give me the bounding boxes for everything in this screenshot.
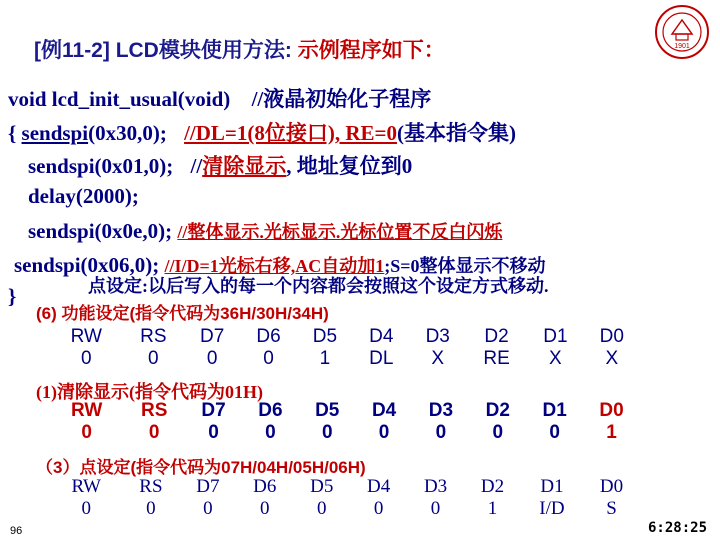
table-cell: 0 (263, 348, 274, 369)
table-cell: 1 (487, 498, 498, 519)
call: sendspi(0x01,0); (28, 154, 174, 178)
table-cell: 0 (549, 422, 560, 443)
table-header-cell: D4 (367, 476, 391, 497)
table-cell: 1 (606, 422, 617, 443)
comment: ;S=0整体显示不移动 (384, 256, 546, 276)
table-entry-mode (50, 476, 640, 520)
section-3-heading: （3）点设定(指令代码为07H/04H/05H/06H) (36, 458, 366, 477)
table-cell: 0 (265, 422, 276, 443)
table-value-row (50, 348, 640, 370)
table-cell: 0 (260, 498, 270, 519)
table-header-cell: D5 (310, 476, 334, 497)
section-6-heading: (6) 功能设定(指令代码为36H/30H/34H) (36, 304, 329, 323)
table-header-cell: D3 (428, 400, 454, 421)
title-highlight: 示例程序如下： (297, 39, 445, 62)
call: sendspi(0x0e,0); (28, 219, 173, 243)
table-cell: 0 (373, 498, 384, 519)
university-logo (654, 4, 710, 60)
table-cell: DL (369, 348, 394, 369)
table-header-row (50, 326, 640, 348)
table-header-cell: RS (139, 476, 163, 497)
table-header-cell: D0 (599, 476, 624, 497)
table-cell: 0 (203, 498, 213, 519)
table-header-cell: D7 (200, 326, 225, 347)
close-brace: } (8, 284, 17, 308)
comment-slashes: // (190, 154, 203, 178)
call-name: sendspi (21, 121, 89, 145)
table-header-cell: RW (70, 400, 103, 421)
table-value-row (50, 422, 640, 444)
table-header-cell: D6 (256, 326, 281, 347)
table-header-cell: D2 (480, 476, 505, 497)
table-header-cell: D4 (369, 326, 394, 347)
table-header-cell: D7 (196, 476, 220, 497)
title-main: [例11-2] LCD模块使用方法: (34, 39, 292, 62)
table-header-cell: D6 (258, 400, 283, 421)
table-header-cell: D4 (371, 400, 397, 421)
func-signature: void lcd_init_usual(void) (8, 87, 231, 111)
table-header-cell: RS (140, 326, 167, 347)
table-cell: S (606, 498, 617, 519)
code-line-4 (28, 184, 139, 209)
table-cell: 0 (81, 498, 91, 519)
logo-year: 1901 (674, 43, 690, 50)
table-header-cell: D0 (599, 326, 624, 347)
table-cell: 0 (208, 422, 219, 443)
table-cell: 0 (81, 422, 92, 443)
table-cell: 0 (321, 422, 333, 443)
code-line-2 (8, 117, 516, 147)
table-header-cell: RW (70, 326, 102, 347)
table-header-cell: D5 (315, 400, 340, 421)
page-number: 96 (10, 525, 23, 537)
table-header-cell: D5 (312, 326, 338, 347)
table-header-cell: D6 (253, 476, 277, 497)
table-header-cell: D0 (599, 400, 624, 421)
table-cell: 0 (492, 422, 504, 443)
comment: , 地址复位到0 (286, 154, 413, 178)
table-cell: 0 (435, 422, 447, 443)
comment-underlined: 清除显示 (202, 154, 287, 178)
table-cell: X (431, 348, 445, 369)
comment-underlined: //I/D=1光标右移,AC自动加1 (164, 256, 385, 276)
table-header-cell: D7 (201, 400, 226, 421)
slide-title (34, 34, 445, 64)
table-cell: 0 (148, 348, 159, 369)
table-header-cell: D2 (485, 400, 510, 421)
comment: //整体显示.光标显示.光标位置不反白闪烁 (177, 222, 503, 242)
comment-underlined: //DL=1(8位接口), RE=0 (184, 121, 397, 145)
comment: //液晶初始化子程序 (251, 87, 432, 111)
comment: (基本指令集) (397, 121, 516, 145)
table-cell: 0 (146, 498, 156, 519)
table-header-cell: D2 (484, 326, 509, 347)
call: sendspi(0x06,0); (14, 253, 160, 277)
table-header-row (50, 400, 640, 422)
table-value-row (50, 498, 640, 520)
table-cell: 0 (430, 498, 441, 519)
open-brace: { (8, 121, 17, 145)
table-cell: 0 (81, 348, 92, 369)
table-header-cell: D1 (542, 400, 567, 421)
call-args: (0x30,0); (88, 121, 167, 145)
code-line-7 (8, 284, 16, 309)
table-cell: X (605, 348, 619, 369)
table-header-cell: RS (140, 400, 168, 421)
table-header-cell: RW (71, 476, 101, 497)
table-header-row (50, 476, 640, 498)
code-line-1 (8, 83, 431, 113)
table-header-cell: D1 (543, 326, 568, 347)
table-cell: RE (483, 348, 510, 369)
table-cell: X (549, 348, 562, 369)
table-cell: 0 (378, 422, 390, 443)
section-1-heading: (1)清除显示(指令代码为01H) (36, 382, 263, 402)
table-header-cell: D3 (423, 476, 448, 497)
code-line-3 (28, 150, 412, 180)
table-function-set (50, 326, 640, 370)
call: delay(2000); (28, 184, 139, 208)
table-header-cell: D1 (540, 476, 564, 497)
table-cell: I/D (539, 498, 565, 519)
table-cell: 0 (206, 348, 218, 369)
table-cell: 1 (319, 348, 331, 369)
table-cell: 0 (148, 422, 160, 443)
clock-time: 6:28:25 (648, 520, 708, 536)
table-clear-display (50, 400, 640, 444)
code-line-5 (28, 218, 502, 244)
table-header-cell: D3 (425, 326, 450, 347)
overlay-note: 点设定:以后写入的每一个内容都会按照这个设定方式移动. (88, 276, 549, 296)
table-cell: 0 (316, 498, 327, 519)
